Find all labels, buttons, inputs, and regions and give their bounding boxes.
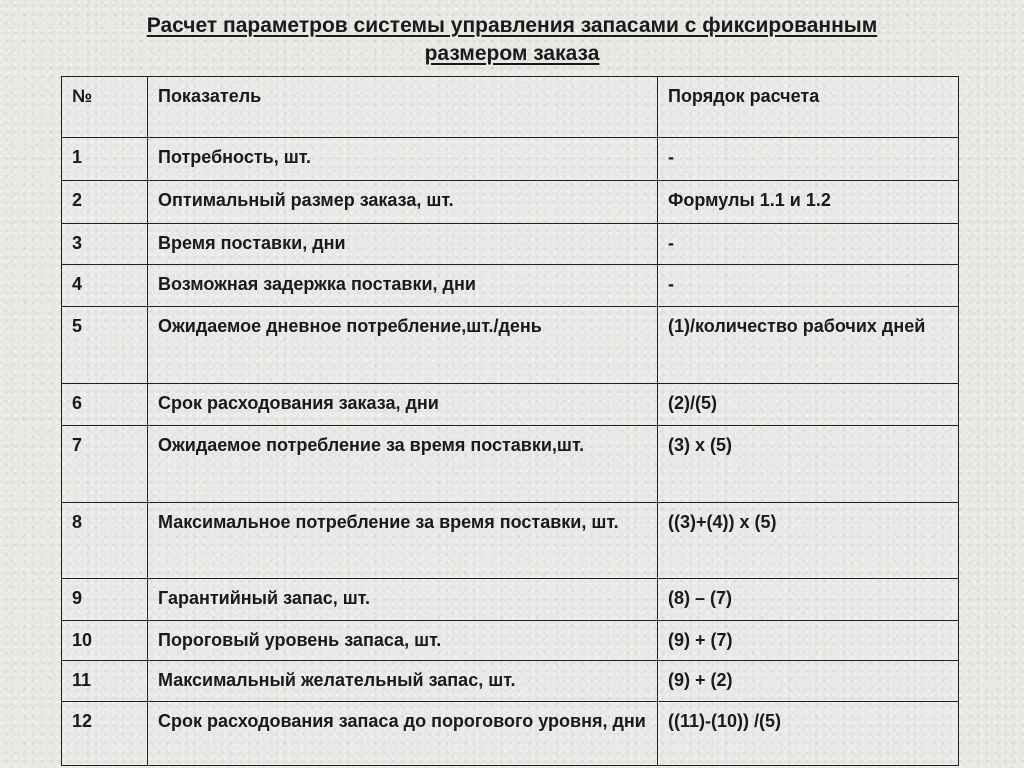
row-calculation: - <box>658 265 959 307</box>
row-indicator: Максимальное потребление за время поставки, шт. <box>148 503 658 579</box>
row-number: 11 <box>62 661 148 702</box>
row-calculation: (8) – (7) <box>658 579 959 621</box>
header-number: № <box>62 77 148 138</box>
page-title-line-1: Расчет параметров системы управления запасами с фиксированным <box>146 14 878 37</box>
row-indicator: Оптимальный размер заказа, шт. <box>148 181 658 224</box>
row-indicator: Срок расходования заказа, дни <box>148 384 658 426</box>
table-row <box>62 621 959 661</box>
row-number: 1 <box>62 138 148 181</box>
row-calculation: (3) х (5) <box>658 426 959 503</box>
table-row <box>62 579 959 621</box>
row-number: 12 <box>62 702 148 766</box>
row-calculation: Формулы 1.1 и 1.2 <box>658 181 959 224</box>
table-header-row <box>62 77 959 138</box>
header-calculation: Порядок расчета <box>658 77 959 138</box>
row-number: 3 <box>62 224 148 265</box>
row-calculation: (2)/(5) <box>658 384 959 426</box>
row-number: 8 <box>62 503 148 579</box>
row-number: 2 <box>62 181 148 224</box>
row-calculation: (9) + (2) <box>658 661 959 702</box>
page-title-line-2: размером заказа <box>424 42 600 65</box>
row-indicator: Ожидаемое потребление за время поставки,шт. <box>148 426 658 503</box>
row-calculation: - <box>658 138 959 181</box>
row-number: 7 <box>62 426 148 503</box>
header-indicator: Показатель <box>148 77 658 138</box>
row-indicator: Время поставки, дни <box>148 224 658 265</box>
row-indicator: Гарантийный запас, шт. <box>148 579 658 621</box>
row-indicator: Ожидаемое дневное потребление,шт./день <box>148 307 658 384</box>
row-indicator: Срок расходования запаса до порогового уровня, дни <box>148 702 658 766</box>
row-number: 9 <box>62 579 148 621</box>
row-number: 6 <box>62 384 148 426</box>
row-calculation: (9) + (7) <box>658 621 959 661</box>
table-row <box>62 702 959 766</box>
row-calculation: - <box>658 224 959 265</box>
table-row <box>62 307 959 384</box>
table-row <box>62 181 959 224</box>
row-calculation: (1)/количество рабочих дней <box>658 307 959 384</box>
row-number: 5 <box>62 307 148 384</box>
row-number: 4 <box>62 265 148 307</box>
table-row <box>62 661 959 702</box>
page-title <box>40 12 984 68</box>
table-row <box>62 384 959 426</box>
table-row <box>62 138 959 181</box>
row-indicator: Максимальный желательный запас, шт. <box>148 661 658 702</box>
table-row <box>62 503 959 579</box>
row-calculation: ((3)+(4)) х (5) <box>658 503 959 579</box>
row-number: 10 <box>62 621 148 661</box>
row-indicator: Потребность, шт. <box>148 138 658 181</box>
calculation-table <box>61 76 959 766</box>
row-calculation: ((11)-(10)) /(5) <box>658 702 959 766</box>
row-indicator: Возможная задержка поставки, дни <box>148 265 658 307</box>
table-row <box>62 265 959 307</box>
row-indicator: Пороговый уровень запаса, шт. <box>148 621 658 661</box>
table-row <box>62 224 959 265</box>
table-row <box>62 426 959 503</box>
